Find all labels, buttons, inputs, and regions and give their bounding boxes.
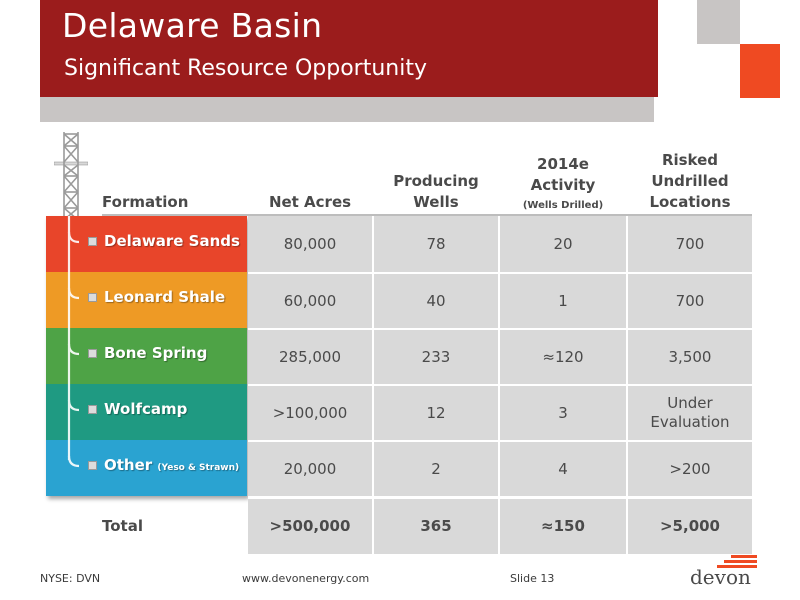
total-net-acres: >500,000: [269, 517, 351, 535]
cell-risked: 700: [675, 291, 705, 310]
cell-activity: 1: [558, 291, 568, 310]
cell-activity: ≈120: [542, 347, 584, 366]
cell-activity: 20: [553, 234, 573, 253]
formation-label: Leonard Shale: [104, 288, 226, 306]
header-accent-gray: [697, 0, 740, 44]
cell-activity: 3: [558, 403, 568, 422]
cell-risked: >200: [669, 459, 711, 478]
footer-website: www.devonenergy.com: [242, 572, 370, 585]
cell-net-acres: 285,000: [278, 347, 342, 366]
devon-logo-text: devon: [690, 565, 751, 589]
cell-net-acres: 60,000: [283, 291, 337, 310]
header-underbar: [40, 97, 654, 122]
cell-net-acres: 20,000: [283, 459, 337, 478]
cell-producing: 2: [431, 459, 441, 478]
footer-ticker: NYSE: DVN: [40, 572, 101, 585]
col-header-activity: 2014e Activity (Wells Drilled): [522, 155, 604, 211]
cell-risked: Under Evaluation: [650, 394, 730, 431]
wellbore-diagram: [60, 216, 100, 476]
total-risked: >5,000: [659, 517, 720, 535]
col-header-net-acres: Net Acres: [268, 193, 352, 211]
cell-risked: 700: [675, 234, 705, 253]
perforation-icon: [88, 405, 97, 414]
perforation-icon: [88, 461, 97, 470]
cell-producing: 233: [421, 347, 451, 366]
formation-label: Delaware Sands: [104, 232, 240, 250]
col-header-producing-wells: Producing Wells: [393, 172, 479, 211]
formation-note: (Yeso & Strawn): [157, 463, 240, 473]
cell-producing: 40: [426, 291, 446, 310]
cell-activity: 4: [558, 459, 568, 478]
slide-subtitle: Significant Resource Opportunity: [64, 56, 427, 81]
total-producing: 365: [420, 517, 452, 535]
col-header-formation: Formation: [102, 193, 189, 211]
total-label: Total: [102, 517, 143, 535]
footer-slide-number: Slide 13: [510, 572, 555, 585]
formation-label: Bone Spring: [104, 344, 208, 362]
drilling-rig-icon: [54, 132, 88, 220]
cell-producing: 78: [426, 234, 446, 253]
cell-net-acres: >100,000: [272, 403, 348, 422]
slide-title: Delaware Basin: [62, 6, 323, 45]
cell-producing: 12: [426, 403, 446, 422]
formation-label: Wolfcamp: [104, 400, 188, 418]
total-activity: ≈150: [541, 517, 585, 535]
perforation-icon: [88, 349, 97, 358]
header-accent-orange: [740, 44, 780, 98]
perforation-icon: [88, 237, 97, 246]
col-header-risked-locations: Risked Undrilled Locations: [649, 151, 731, 211]
cell-risked: 3,500: [668, 347, 712, 366]
perforation-icon: [88, 293, 97, 302]
cell-net-acres: 80,000: [283, 234, 337, 253]
formation-label-other: Other (Yeso & Strawn): [104, 456, 240, 474]
